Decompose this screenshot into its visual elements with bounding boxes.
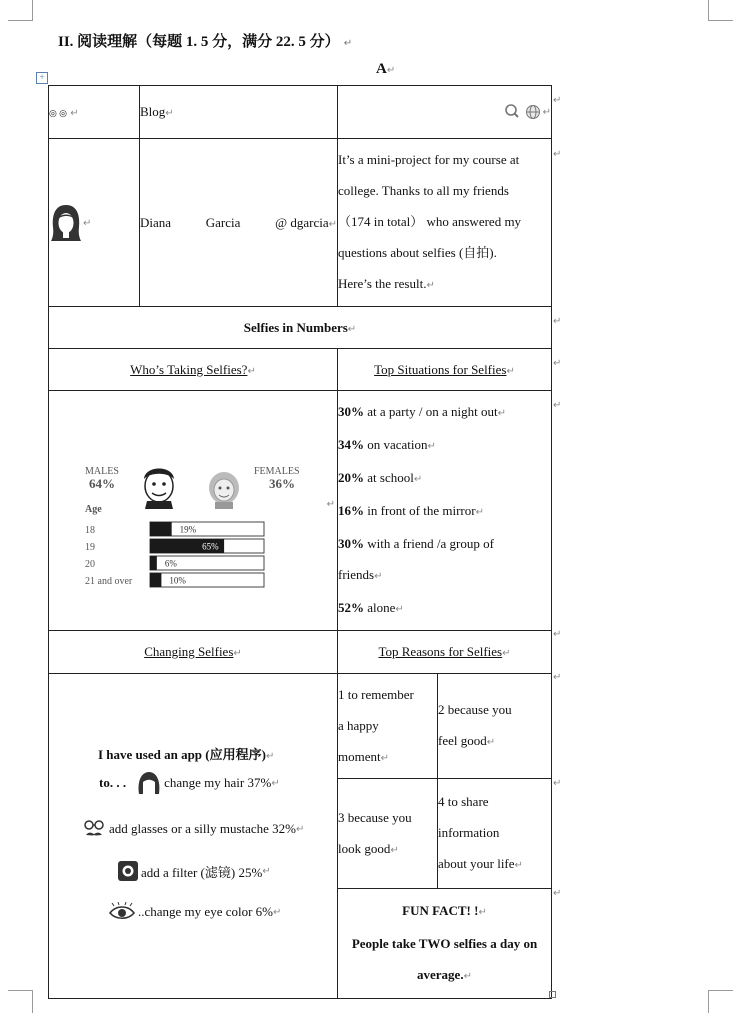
app-item-filter: add a filter (滤镜) 25% ↵ (117, 860, 271, 882)
table-row (49, 139, 552, 307)
age-category-label: 18 (85, 524, 95, 536)
females-label: FEMALES (254, 465, 300, 477)
situation-item: 30% at a party / on a night out↵ (338, 404, 506, 419)
age-title: Age (85, 503, 102, 515)
hair-icon (136, 770, 162, 796)
who-header-cell: Who’s Taking Selfies?↵ (49, 349, 338, 391)
last-name: Garcia (205, 214, 241, 230)
reason-4: 4 to share information about your life↵ (438, 779, 552, 889)
situation-item: friends↵ (338, 567, 383, 582)
age-category-label: 19 (85, 541, 95, 553)
browser-controls-cell: ◎ ◎ ↵ (49, 86, 140, 139)
intro-line: college. Thanks to all my friends (338, 183, 509, 198)
changing-header-cell: Changing Selfies↵ (49, 631, 338, 674)
males-pct: 64% (89, 475, 115, 491)
user-handle[interactable]: @ dgarcia (275, 214, 329, 230)
table-row (49, 631, 552, 674)
intro-line: It’s a mini-project for my course at (338, 152, 520, 167)
table-row (338, 779, 552, 889)
age-bar-value-label: 10% (169, 575, 186, 585)
section-heading: II. 阅读理解（每题 1. 5 分，满分 22. 5 分） ↵ (58, 34, 353, 50)
table-title-cell: Selfies in Numbers↵ (49, 307, 552, 349)
intro-line: Here’s the result. (338, 276, 427, 291)
age-bar (150, 522, 172, 536)
table-row (338, 674, 552, 779)
table-move-handle[interactable]: + (36, 72, 48, 84)
table-resize-handle[interactable] (549, 991, 556, 998)
page-corner-mark (8, 0, 33, 21)
eye-icon (108, 902, 136, 922)
camera-icon (117, 860, 139, 882)
reason-3: 3 because you look good↵ (338, 779, 438, 889)
age-bar (150, 573, 161, 587)
who-chart-cell: MALES 64% FEMALES 36% Age 18 19% 19 65% 20 6% 21 and over 10% ↵ (49, 391, 338, 631)
who-header: Who’s Taking Selfies? (130, 361, 248, 377)
reason-2: 2 because you feel good↵ (438, 674, 552, 779)
age-category-label: 20 (85, 558, 95, 570)
fun-fact: FUN FACT! !↵ People take TWO selfies a day on average.↵ (338, 889, 552, 999)
female-avatar-icon (49, 203, 83, 243)
table-row (49, 86, 552, 139)
reason-1: 1 to remember a happy moment↵ (338, 674, 438, 779)
age-bar-value-label: 65% (202, 541, 219, 551)
age-bar-track (150, 573, 264, 587)
reasons-header: Top Reasons for Selfies (378, 644, 503, 659)
situations-cell (338, 391, 552, 631)
situations-header-cell: Top Situations for Selfies↵ (338, 349, 552, 391)
selfie-blog-table (48, 85, 552, 999)
situation-item: 30% with a friend /a group of (338, 536, 494, 551)
search-icon[interactable] (503, 103, 543, 121)
app-item-eye: ..change my eye color 6% ↵ (108, 902, 281, 922)
table-row (338, 889, 552, 999)
table-row (49, 349, 552, 391)
table-title: Selfies in Numbers (243, 319, 348, 335)
globe-icon (526, 106, 539, 119)
girl-face-icon (209, 472, 239, 509)
glasses-mustache-icon (83, 818, 105, 840)
reasons-grid (337, 673, 552, 999)
intro-text-cell: It’s a mini-project for my course at college. Thanks to all my friends （174 in total） who answered my questions about selfies (自拍). Here’s the result.↵ (338, 139, 552, 307)
blog-label: Blog (140, 104, 166, 119)
changing-selfies-cell (49, 674, 338, 999)
app-item-glasses: add glasses or a silly mustache 32% ↵ (83, 818, 304, 840)
age-bars-group (85, 522, 264, 587)
app-intro: I have used an app (应用程序)↵ (98, 747, 275, 762)
passage-label: A↵ (376, 61, 396, 77)
intro-line: questions about selfies (自拍). (338, 245, 497, 260)
blog-cell: Blog↵ (140, 86, 338, 139)
first-name: Diana (140, 214, 172, 230)
table-row (49, 674, 552, 999)
browser-dots-icon: ◎ ◎ (49, 108, 67, 118)
age-bar (150, 556, 157, 570)
age-bar-value-label: 19% (179, 524, 197, 534)
situation-item: 52% alone↵ (338, 600, 404, 615)
females-pct: 36% (269, 475, 295, 491)
table-row (49, 391, 552, 631)
avatar-cell: ↵ (49, 139, 140, 307)
situations-header: Top Situations for Selfies (374, 361, 507, 377)
age-bar-chart (49, 411, 338, 611)
age-category-label: 21 and over (85, 575, 133, 587)
situation-item: 16% in front of the mirror↵ (338, 503, 484, 518)
page-corner-mark (708, 990, 733, 1013)
page-corner-mark (8, 990, 33, 1013)
changing-header: Changing Selfies (144, 644, 234, 659)
boy-face-icon (144, 468, 174, 509)
table-row (49, 307, 552, 349)
profile-name-cell: Diana Garcia @ dgarcia↵ (140, 139, 338, 307)
intro-line: （174 in total） who answered my (338, 214, 522, 229)
situation-item: 20% at school↵ (338, 470, 423, 485)
page-corner-mark (708, 0, 733, 21)
toolbar-icons-cell: ↵ (338, 86, 552, 139)
reasons-header-cell: Top Reasons for Selfies↵ (338, 631, 552, 674)
reasons-cell (338, 674, 552, 999)
situation-item: 34% on vacation↵ (338, 437, 436, 452)
age-bar-value-label: 6% (164, 558, 177, 568)
males-label: MALES (85, 465, 119, 477)
app-item-hair: to. . . change my hair 37% ↵ (99, 770, 280, 796)
